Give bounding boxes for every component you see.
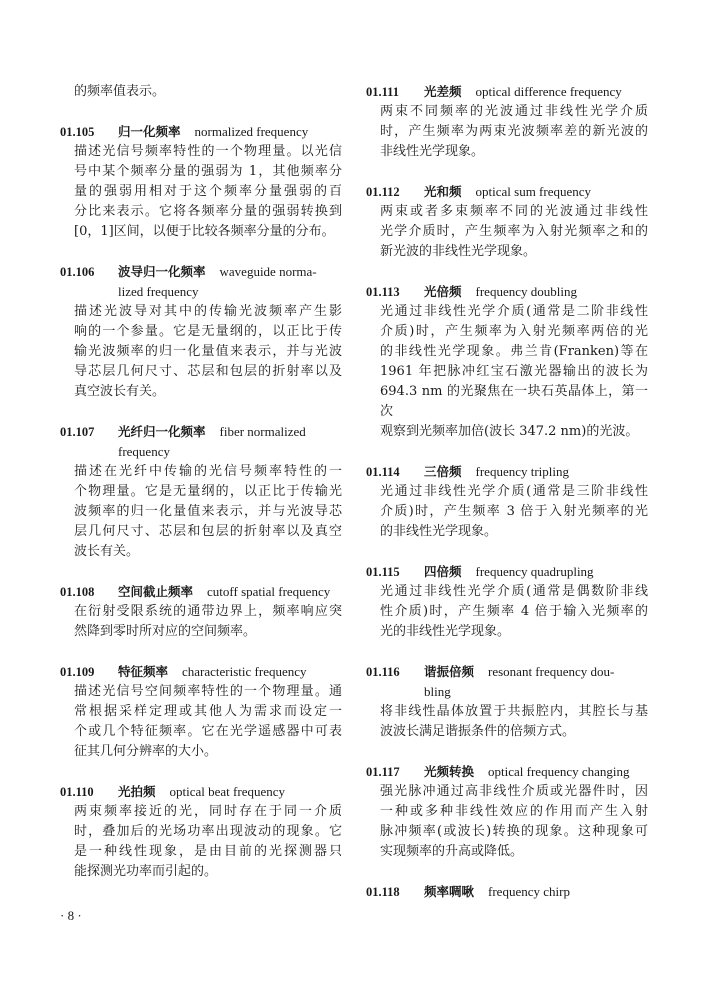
entry-term-english-continued: lized frequency (118, 284, 199, 299)
entry-term-chinese: 光拍频 (118, 784, 156, 799)
definition-line: 是一种线性现象，是由目前的光探测器只 (74, 844, 342, 859)
entry-term-chinese: 三倍频 (424, 464, 462, 479)
glossary-entry (366, 882, 648, 902)
entry-term-chinese: 光差频 (424, 84, 462, 99)
entry-number: 01.116 (366, 665, 400, 679)
definition-line: 时，叠加后的光场功率出现波动的现象。它 (74, 824, 342, 839)
glossary-entry (366, 762, 648, 862)
definition-line: 个物理量。它是无量纲的，以正比于传输光 (74, 484, 342, 499)
entry-number: 01.108 (60, 585, 95, 599)
definition-line: 光学介质时，产生频率为入射光频率之和的 (380, 224, 648, 239)
definition-line: 波波长满足谐振条件的倍频方式。 (380, 724, 576, 739)
glossary-entry (60, 422, 342, 562)
definition-line: 介质)时，产生频率为入射光频率两倍的光 (380, 324, 648, 339)
definition-line: 分比来表示。它将各频率分量的强弱转换到 (74, 204, 342, 219)
entry-number: 01.115 (366, 565, 400, 579)
entry-heading (60, 422, 342, 442)
entry-heading (60, 122, 342, 142)
definition-line: 的非线性光学现象。弗兰肯(Franken)等在 (380, 344, 648, 359)
definition-line: 层几何尺寸、芯层和包层的折射率以及真空 (74, 524, 342, 539)
definition-line: [0，1]区间，以便于比较各频率分量的分布。 (74, 224, 335, 239)
entry-number: 01.113 (366, 285, 400, 299)
definition-line: 非线性光学现象。 (380, 144, 485, 159)
definition-line: 将非线性晶体放置于共振腔内，其腔长与基 (380, 704, 648, 719)
page-number: · 8 · (60, 908, 82, 923)
definition-line: 描述光信号空间频率特性的一个物理量。通 (74, 684, 342, 699)
entry-number: 01.112 (366, 185, 400, 199)
definition-line: 描述光波导对其中的传输光波频率产生影 (74, 304, 342, 319)
entry-heading (366, 882, 648, 902)
definition-line: 导芯层几何尺寸、芯层和包层的折射率以及 (74, 364, 342, 379)
entry-heading (366, 182, 648, 202)
entry-term-english: frequency tripling (475, 464, 570, 479)
glossary-entry (366, 562, 648, 642)
entry-number: 01.107 (60, 425, 95, 439)
glossary-entry (60, 782, 342, 882)
definition-line: 号中某个频率分量的强弱为 1，其他频率分 (74, 164, 342, 179)
entry-number: 01.114 (366, 465, 400, 479)
entry-heading (60, 782, 342, 802)
definition-line: 的非线性光学现象。 (380, 524, 498, 539)
definition-line: 介质)时，产生频率 3 倍于入射光频率的光 (380, 504, 648, 519)
entry-term-chinese: 光频转换 (424, 764, 475, 779)
entry-heading (366, 462, 648, 482)
entry-term-chinese: 频率啁啾 (424, 884, 475, 899)
definition-line: 两束不同频率的光波通过非线性光学介质 (380, 104, 648, 119)
entry-number: 01.118 (366, 885, 400, 899)
entry-heading (366, 662, 648, 682)
entry-term-english: optical beat frequency (169, 784, 286, 799)
entry-term-chinese: 光纤归一化频率 (118, 424, 206, 439)
glossary-entry (60, 582, 342, 642)
entry-term-english: frequency quadrupling (475, 564, 594, 579)
entry-term-english: resonant frequency dou- (488, 664, 615, 679)
right-entries (366, 82, 648, 902)
left-column (60, 82, 342, 882)
entry-term-english: waveguide norma- (219, 264, 317, 279)
definition-line: 时，产生频率为两束光波频率差的新光波的 (380, 124, 648, 139)
definition-line: 光的非线性光学现象。 (380, 624, 511, 639)
entry-number: 01.109 (60, 665, 95, 679)
definition-line: 两束频率接近的光，同时存在于同一介质 (74, 804, 342, 819)
entry-heading (366, 762, 648, 782)
entry-term-chinese: 光倍频 (424, 284, 462, 299)
glossary-entry (366, 282, 648, 442)
right-column (366, 82, 648, 902)
definition-line: 一种或多种非线性效应的作用而产生入射 (380, 804, 648, 819)
definition-line: 强光脉冲通过高非线性介质或光器件时，因 (380, 784, 648, 799)
definition-line: 两束或者多束频率不同的光波通过非线性 (380, 204, 648, 219)
glossary-entry (366, 462, 648, 542)
entry-term-chinese: 空间截止频率 (118, 584, 194, 599)
entry-term-english: optical frequency changing (488, 764, 630, 779)
entry-number: 01.117 (366, 765, 400, 779)
definition-line: 脉冲频率(或波长)转换的现象。这种现象可 (380, 824, 648, 839)
entry-term-chinese: 特征频率 (118, 664, 169, 679)
definition-line: 在衍射受限系统的通带边界上，频率响应突 (74, 604, 342, 619)
definition-line: 实现频率的升高或降低。 (380, 844, 524, 859)
glossary-entry (60, 662, 342, 762)
definition-line: 性介质)时，产生频率 4 倍于输入光频率的 (380, 604, 648, 619)
entry-term-english: fiber normalized (219, 424, 306, 439)
entry-term-english: characteristic frequency (182, 664, 307, 679)
entry-heading (366, 82, 648, 102)
entry-term-english: frequency doubling (475, 284, 577, 299)
entry-term-chinese: 归一化频率 (118, 124, 181, 139)
definition-line: 个或几个特征频率。它在光学遥感器中可表 (74, 724, 342, 739)
entry-term-english: optical sum frequency (475, 184, 592, 199)
entry-term-english: frequency chirp (488, 884, 570, 899)
definition-line: 响的一个参量。它是无量纲的，以正比于传 (74, 324, 342, 339)
definition-line: 描述光信号频率特性的一个物理量。以光信 (74, 144, 342, 159)
entry-term-english: cutoff spatial frequency (207, 584, 331, 599)
definition-line: 694.3 nm 的光聚焦在一块石英晶体上，第一次 (380, 384, 648, 419)
entry-number: 01.110 (60, 785, 94, 799)
entry-term-english: optical difference frequency (475, 84, 622, 99)
entry-heading (366, 282, 648, 302)
definition-line: 观察到光频率加倍(波长 347.2 nm)的光波。 (380, 424, 639, 439)
definition-line: 光通过非线性光学介质(通常是偶数阶非线 (380, 584, 648, 599)
glossary-entry (60, 262, 342, 402)
glossary-entry (60, 122, 342, 242)
entry-term-chinese: 波导归一化频率 (118, 264, 206, 279)
definition-line: 波长有关。 (74, 544, 140, 559)
definition-line: 常根据采样定理或其他人为需求而设定一 (74, 704, 342, 719)
entry-term-chinese: 谐振倍频 (424, 664, 475, 679)
definition-line: 输光波频率的归一化量值来表示，并与光波 (74, 344, 342, 359)
definition-line: 真空波长有关。 (74, 384, 166, 399)
definition-line: 光通过非线性光学介质(通常是二阶非线性 (380, 304, 648, 319)
entry-heading (60, 262, 342, 282)
entry-number: 01.111 (366, 85, 399, 99)
definition-line: 然降到零时所对应的空间频率。 (74, 624, 257, 639)
entry-term-english-continued: bling (424, 684, 451, 699)
entry-heading (60, 662, 342, 682)
continuation-text: 的频率值表示。 (74, 84, 166, 99)
entry-heading (60, 582, 342, 602)
definition-line: 波频率的归一化量值来表示，并与光波导芯 (74, 504, 342, 519)
definition-line: 征其几何分辨率的大小。 (74, 744, 218, 759)
definition-line: 光通过非线性光学介质(通常是三阶非线性 (380, 484, 648, 499)
definition-line: 描述在光纤中传输的光信号频率特性的一 (74, 464, 342, 479)
entry-term-chinese: 光和频 (424, 184, 462, 199)
entry-term-english: normalized frequency (194, 124, 309, 139)
glossary-entry (366, 662, 648, 742)
entry-term-chinese: 四倍频 (424, 564, 462, 579)
entry-number: 01.106 (60, 265, 95, 279)
definition-line: 新光波的非线性光学现象。 (380, 244, 537, 259)
definition-line: 1961 年把脉冲红宝石激光器输出的波长为 (380, 364, 648, 379)
definition-line: 能探测光功率而引起的。 (74, 864, 218, 879)
entry-heading (366, 562, 648, 582)
entry-term-english-continued: frequency (118, 444, 170, 459)
left-entries (60, 122, 342, 882)
entry-number: 01.105 (60, 125, 95, 139)
glossary-entry (366, 182, 648, 262)
glossary-entry (366, 82, 648, 162)
definition-line: 量的强弱用相对于这个频率分量强弱的百 (74, 184, 342, 199)
